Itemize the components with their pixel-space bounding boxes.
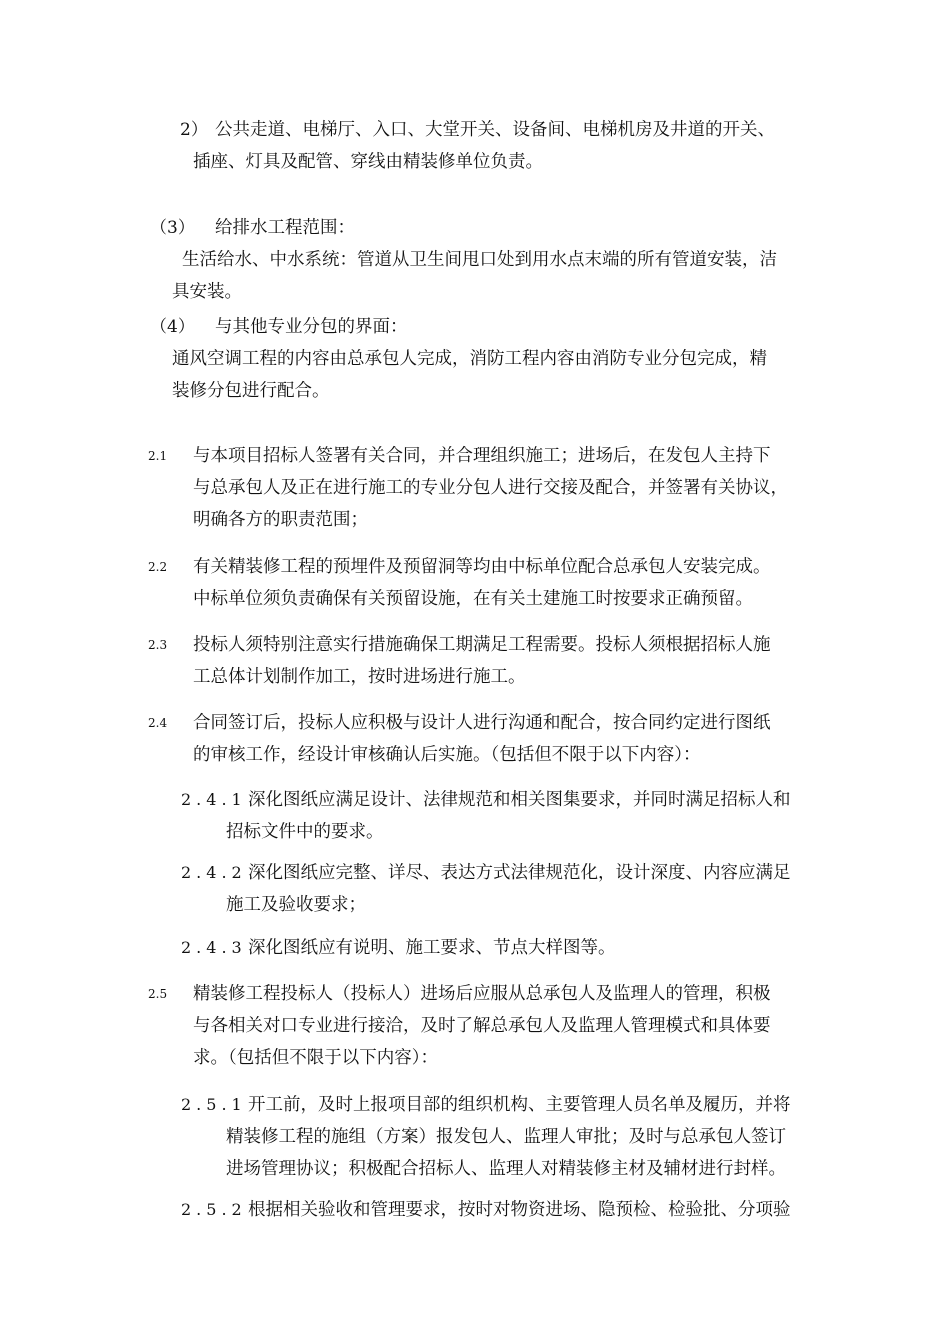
- paragraph: [248, 857, 791, 889]
- paragraph: [226, 889, 366, 921]
- text-line: 有关精装修工程的预埋件及预留洞等均由中标单位配合总承包人安装完成。: [193, 557, 771, 577]
- text-line: 施工及验收要求；: [226, 895, 366, 915]
- text-line: 给排水工程范围：: [215, 218, 355, 238]
- text-line: 与各相关对口专业进行接洽，及时了解总承包人及监理人管理模式和具体要: [193, 1016, 771, 1036]
- text-line: 精装修工程的施组（方案）报发包人、监理人审批；及时与总承包人签订: [226, 1127, 786, 1147]
- text-line: 插座、灯具及配管、穿线由精装修单位负责。: [193, 152, 543, 172]
- text-line: 中标单位须负责确保有关预留设施，在有关土建施工时按要求正确预留。: [193, 589, 753, 609]
- section-heading: [215, 212, 355, 244]
- list-number: 2）: [180, 120, 208, 140]
- text-line: 进场管理协议；积极配合招标人、监理人对精装修主材及辅材进行封样。: [226, 1159, 786, 1179]
- text-line: 的审核工作，经设计审核确认后实施。（包括但不限于以下内容）：: [193, 745, 701, 765]
- paragraph: [215, 114, 775, 146]
- list-number: 2.5.1: [181, 1095, 247, 1114]
- paragraph: [193, 707, 771, 771]
- text-line: 与本项目招标人签署有关合同，并合理组织施工；进场后，在发包人主持下: [193, 446, 771, 466]
- text-line: 明确各方的职责范围；: [193, 510, 368, 530]
- list-number: （3）: [150, 218, 195, 238]
- list-number: 2.4.2: [181, 863, 247, 882]
- paragraph: [193, 978, 771, 1074]
- paragraph: [193, 629, 771, 693]
- paragraph: [248, 1089, 791, 1121]
- text-line: 求。（包括但不限于以下内容）：: [193, 1048, 438, 1068]
- paragraph: [248, 1194, 791, 1226]
- text-line: 开工前，及时上报项目部的组织机构、主要管理人员名单及履历，并将: [248, 1095, 791, 1115]
- text-line: 深化图纸应完整、详尽、表达方式法律规范化，设计深度、内容应满足: [248, 863, 791, 883]
- paragraph: [226, 1121, 786, 1185]
- text-line: 生活给水、中水系统：管道从卫生间甩口处到用水点末端的所有管道安装，洁: [182, 250, 777, 270]
- paragraph: [248, 932, 616, 964]
- list-number: 2.2: [148, 560, 168, 574]
- paragraph: [193, 551, 771, 615]
- text-line: 与其他专业分包的界面：: [215, 317, 408, 337]
- text-line: 具安装。: [172, 282, 242, 302]
- list-number: 2.1: [148, 449, 168, 463]
- list-number: 2.5: [148, 987, 168, 1001]
- paragraph: [182, 244, 777, 276]
- paragraph: [172, 343, 767, 407]
- text-line: 工总体计划制作加工，按时进场进行施工。: [193, 667, 526, 687]
- text-line: 与总承包人及正在进行施工的专业分包人进行交接及配合，并签署有关协议，: [193, 478, 788, 498]
- list-number: 2.4: [148, 716, 168, 730]
- text-line: 通风空调工程的内容由总承包人完成，消防工程内容由消防专业分包完成，精: [172, 349, 767, 369]
- text-line: 公共走道、电梯厅、入口、大堂开关、设备间、电梯机房及井道的开关、: [215, 120, 775, 140]
- text-line: 装修分包进行配合。: [172, 381, 330, 401]
- paragraph: [172, 276, 242, 308]
- text-line: 深化图纸应满足设计、法律规范和相关图集要求，并同时满足招标人和: [248, 790, 791, 810]
- list-number: 2.5.2: [181, 1200, 247, 1219]
- list-number: 2.4.1: [181, 790, 247, 809]
- text-line: 根据相关验收和管理要求，按时对物资进场、隐预检、检验批、分项验: [248, 1200, 791, 1220]
- list-number: 2.3: [148, 638, 168, 652]
- text-line: 精装修工程投标人（投标人）进场后应服从总承包人及监理人的管理，积极: [193, 984, 771, 1004]
- list-number: （4）: [150, 317, 195, 337]
- text-line: 合同签订后，投标人应积极与设计人进行沟通和配合，按合同约定进行图纸: [193, 713, 771, 733]
- paragraph: [248, 784, 791, 816]
- list-number: 2.4.3: [181, 938, 247, 957]
- text-line: 招标文件中的要求。: [226, 822, 384, 842]
- paragraph: [193, 146, 543, 178]
- text-line: 投标人须特别注意实行措施确保工期满足工程需要。投标人须根据招标人施: [193, 635, 771, 655]
- section-heading: [215, 311, 408, 343]
- text-line: 深化图纸应有说明、施工要求、节点大样图等。: [248, 938, 616, 958]
- paragraph: [193, 440, 788, 536]
- paragraph: [226, 816, 384, 848]
